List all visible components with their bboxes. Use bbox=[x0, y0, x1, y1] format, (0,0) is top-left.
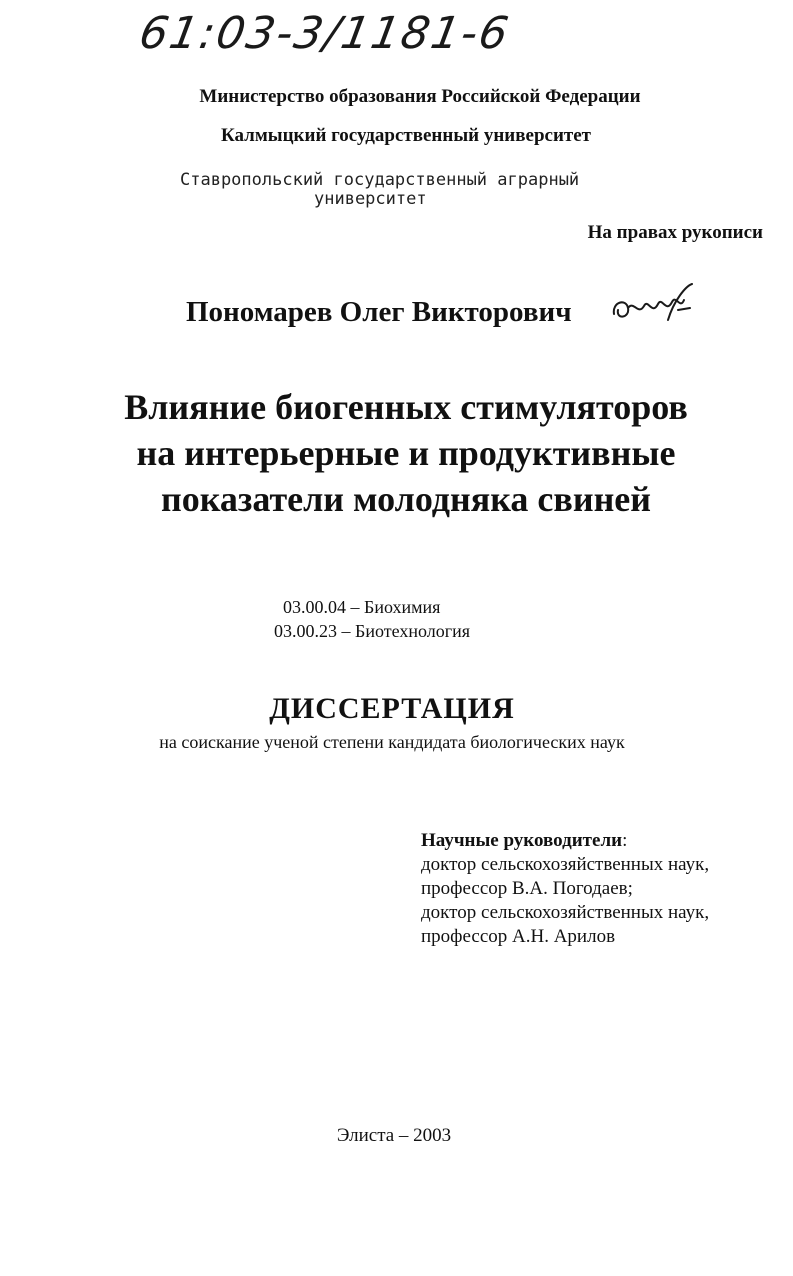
library-stamp-line-2: университет bbox=[314, 189, 427, 209]
document-type-heading: ДИССЕРТАЦИЯ bbox=[269, 692, 515, 725]
ministry-heading: Министерство образования Российской Федерации bbox=[199, 86, 641, 107]
dissertation-title bbox=[0, 384, 793, 522]
university-heading: Калмыцкий государственный университет bbox=[220, 125, 591, 146]
place-and-year: Элиста – 2003 bbox=[336, 1125, 452, 1146]
rights-note: На правах рукописи bbox=[587, 222, 763, 243]
author-name: Пономарев Олег Викторович bbox=[186, 296, 572, 328]
supervisors-heading-colon: : bbox=[622, 830, 628, 851]
supervisor-line: профессор В.А. Погодаев; bbox=[421, 878, 633, 899]
author-signature bbox=[608, 280, 698, 332]
supervisor-line: профессор А.Н. Арилов bbox=[421, 926, 616, 947]
title-line: на интерьерные и продуктивные bbox=[136, 433, 676, 473]
specialty-biotechnology: 03.00.23 – Биотехнология bbox=[274, 621, 471, 641]
library-stamp-line-1: Ставропольский государственный аграрный bbox=[180, 170, 580, 190]
degree-statement: на соискание ученой степени кандидата биологических наук bbox=[159, 732, 625, 752]
supervisors-heading bbox=[421, 829, 709, 853]
handwritten-archive-code: 61:03-3/1181-6 bbox=[135, 8, 514, 59]
title-line: Влияние биогенных стимуляторов bbox=[124, 387, 688, 427]
supervisors-block bbox=[421, 829, 709, 949]
supervisor-line: доктор сельскохозяйственных наук, bbox=[421, 854, 710, 875]
supervisors-heading-text: Научные руководители bbox=[421, 830, 623, 851]
specialty-biochemistry: 03.00.04 – Биохимия bbox=[283, 597, 441, 617]
title-line: показатели молодняка свиней bbox=[160, 479, 652, 519]
supervisor-line: доктор сельскохозяйственных наук, bbox=[421, 902, 710, 923]
